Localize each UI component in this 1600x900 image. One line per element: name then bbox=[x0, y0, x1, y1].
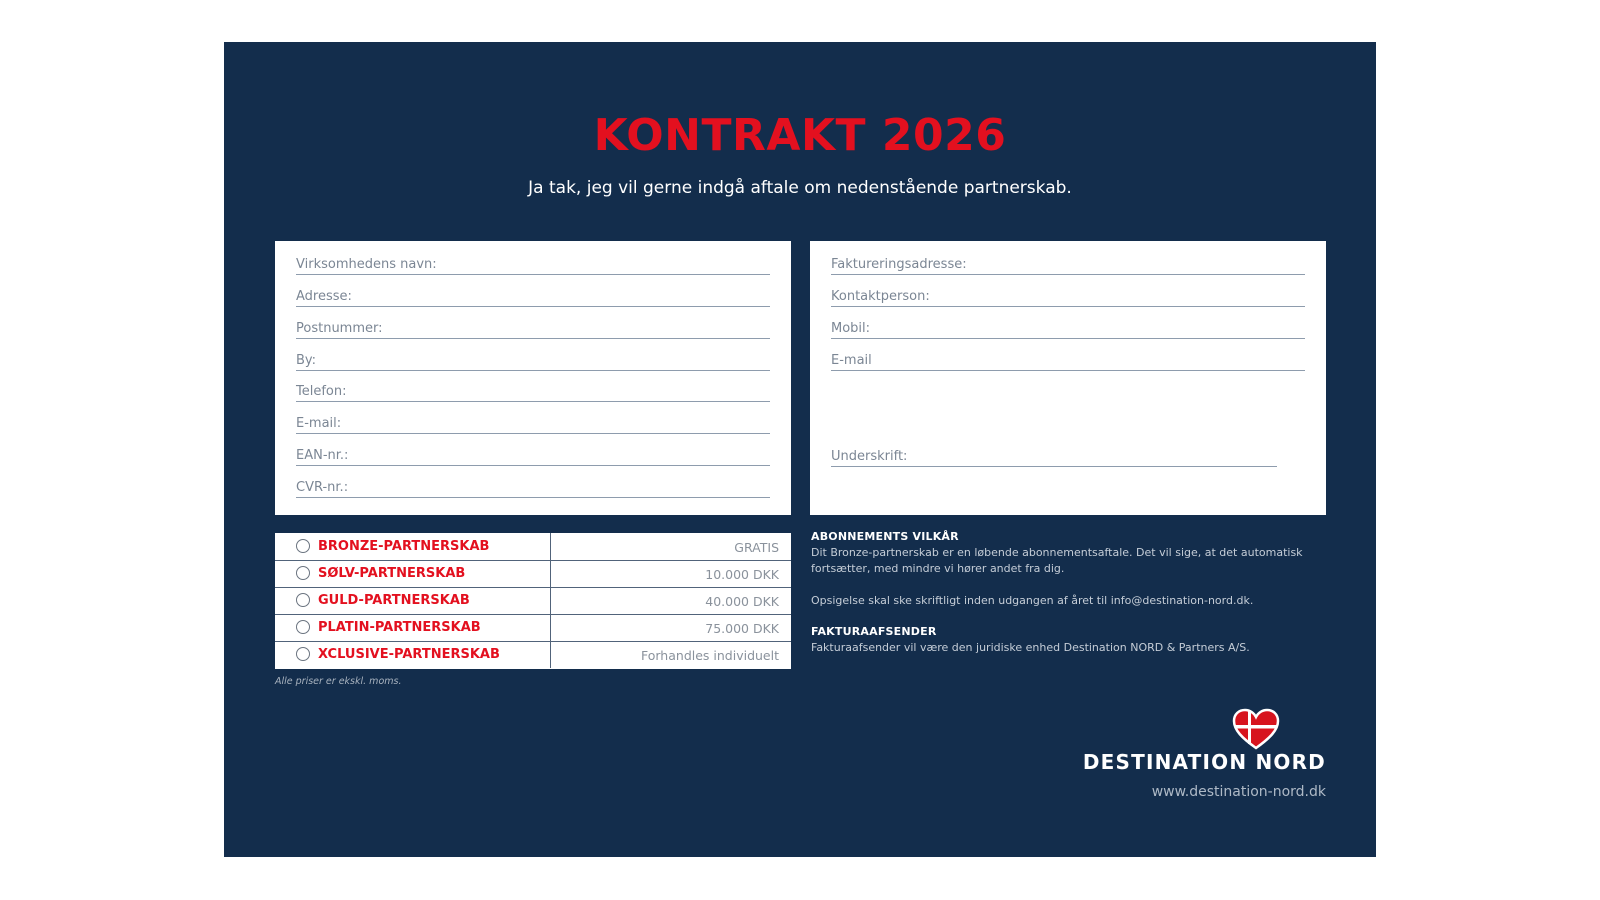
subscription-text: Dit Bronze-partnerskab er en løbende abonnementsaftale. Det vil sige, at det automatisk fortsætter, med mindre vi hører andet fra dig. bbox=[811, 546, 1303, 575]
radio-bronze[interactable] bbox=[296, 539, 310, 553]
plan-name: GULD-PARTNERSKAB bbox=[318, 593, 470, 608]
field-label: Kontaktperson: bbox=[831, 289, 930, 304]
plan-name: PLATIN-PARTNERSKAB bbox=[318, 620, 481, 635]
address-field[interactable] bbox=[296, 275, 770, 307]
field-label: Mobil: bbox=[831, 321, 871, 336]
field-label: CVR-nr.: bbox=[296, 480, 349, 495]
plan-price: GRATIS bbox=[734, 540, 779, 555]
email-field[interactable] bbox=[296, 402, 770, 434]
field-label: Faktureringsadresse: bbox=[831, 257, 967, 272]
city-field[interactable] bbox=[296, 339, 770, 371]
column-divider bbox=[550, 641, 551, 668]
plan-row-platinum[interactable] bbox=[275, 614, 791, 642]
field-label: E-mail: bbox=[296, 416, 342, 431]
invoice-text: Fakturaafsender vil være den juridiske enhed Destination NORD & Partners A/S. bbox=[811, 641, 1250, 654]
plan-row-bronze[interactable] bbox=[275, 533, 791, 561]
billing-address-field[interactable] bbox=[831, 243, 1305, 275]
radio-platinum[interactable] bbox=[296, 620, 310, 634]
plan-row-silver[interactable] bbox=[275, 560, 791, 588]
terms-section bbox=[811, 530, 1311, 656]
heart-flag-icon bbox=[1232, 708, 1280, 750]
signature-field[interactable] bbox=[831, 435, 1277, 467]
radio-silver[interactable] bbox=[296, 566, 310, 580]
plan-row-xclusive[interactable] bbox=[275, 641, 791, 668]
plan-row-gold[interactable] bbox=[275, 587, 791, 615]
cancellation-text: Opsigelse skal ske skriftligt inden udgangen af året til info@destination-nord.dk. bbox=[811, 594, 1254, 607]
field-label: Adresse: bbox=[296, 289, 352, 304]
price-note: Alle priser er ekskl. moms. bbox=[275, 676, 402, 687]
radio-xclusive[interactable] bbox=[296, 647, 310, 661]
brand-name: DESTINATION NORD bbox=[1082, 750, 1326, 774]
plan-price: 10.000 DKK bbox=[705, 567, 779, 582]
field-label: Virksomhedens navn: bbox=[296, 257, 437, 272]
plan-price: Forhandles individuelt bbox=[641, 648, 779, 663]
phone-field[interactable] bbox=[296, 370, 770, 402]
field-label: Telefon: bbox=[296, 384, 347, 399]
column-divider bbox=[550, 533, 551, 560]
field-label: By: bbox=[296, 353, 317, 368]
field-label: E-mail bbox=[831, 353, 872, 368]
brand-url[interactable]: www.destination-nord.dk bbox=[1151, 784, 1326, 800]
column-divider bbox=[550, 560, 551, 587]
page-title: KONTRAKT 2026 bbox=[593, 110, 1007, 161]
ean-field[interactable] bbox=[296, 434, 770, 466]
company-form bbox=[275, 241, 791, 515]
column-divider bbox=[550, 587, 551, 614]
company-name-field[interactable] bbox=[296, 243, 770, 275]
field-label: Underskrift: bbox=[831, 449, 908, 464]
mobile-field[interactable] bbox=[831, 307, 1305, 339]
cvr-field[interactable] bbox=[296, 466, 770, 498]
page-subtitle: Ja tak, jeg vil gerne indgå aftale om nedenstående partnerskab. bbox=[528, 178, 1072, 198]
field-label: Postnummer: bbox=[296, 321, 383, 336]
plan-price: 75.000 DKK bbox=[705, 621, 779, 636]
field-label: EAN-nr.: bbox=[296, 448, 349, 463]
radio-gold[interactable] bbox=[296, 593, 310, 607]
plan-name: XCLUSIVE-PARTNERSKAB bbox=[318, 647, 500, 662]
plan-name: SØLV-PARTNERSKAB bbox=[318, 566, 466, 581]
subscription-heading: ABONNEMENTS VILKÅR bbox=[811, 530, 959, 543]
contact-form bbox=[810, 241, 1326, 515]
plan-price: 40.000 DKK bbox=[705, 594, 779, 609]
invoice-heading: FAKTURAAFSENDER bbox=[811, 625, 937, 638]
plan-name: BRONZE-PARTNERSKAB bbox=[318, 539, 490, 554]
column-divider bbox=[550, 614, 551, 641]
plans-table bbox=[275, 533, 791, 669]
contact-person-field[interactable] bbox=[831, 275, 1305, 307]
postal-code-field[interactable] bbox=[296, 307, 770, 339]
contact-email-field[interactable] bbox=[831, 339, 1305, 371]
